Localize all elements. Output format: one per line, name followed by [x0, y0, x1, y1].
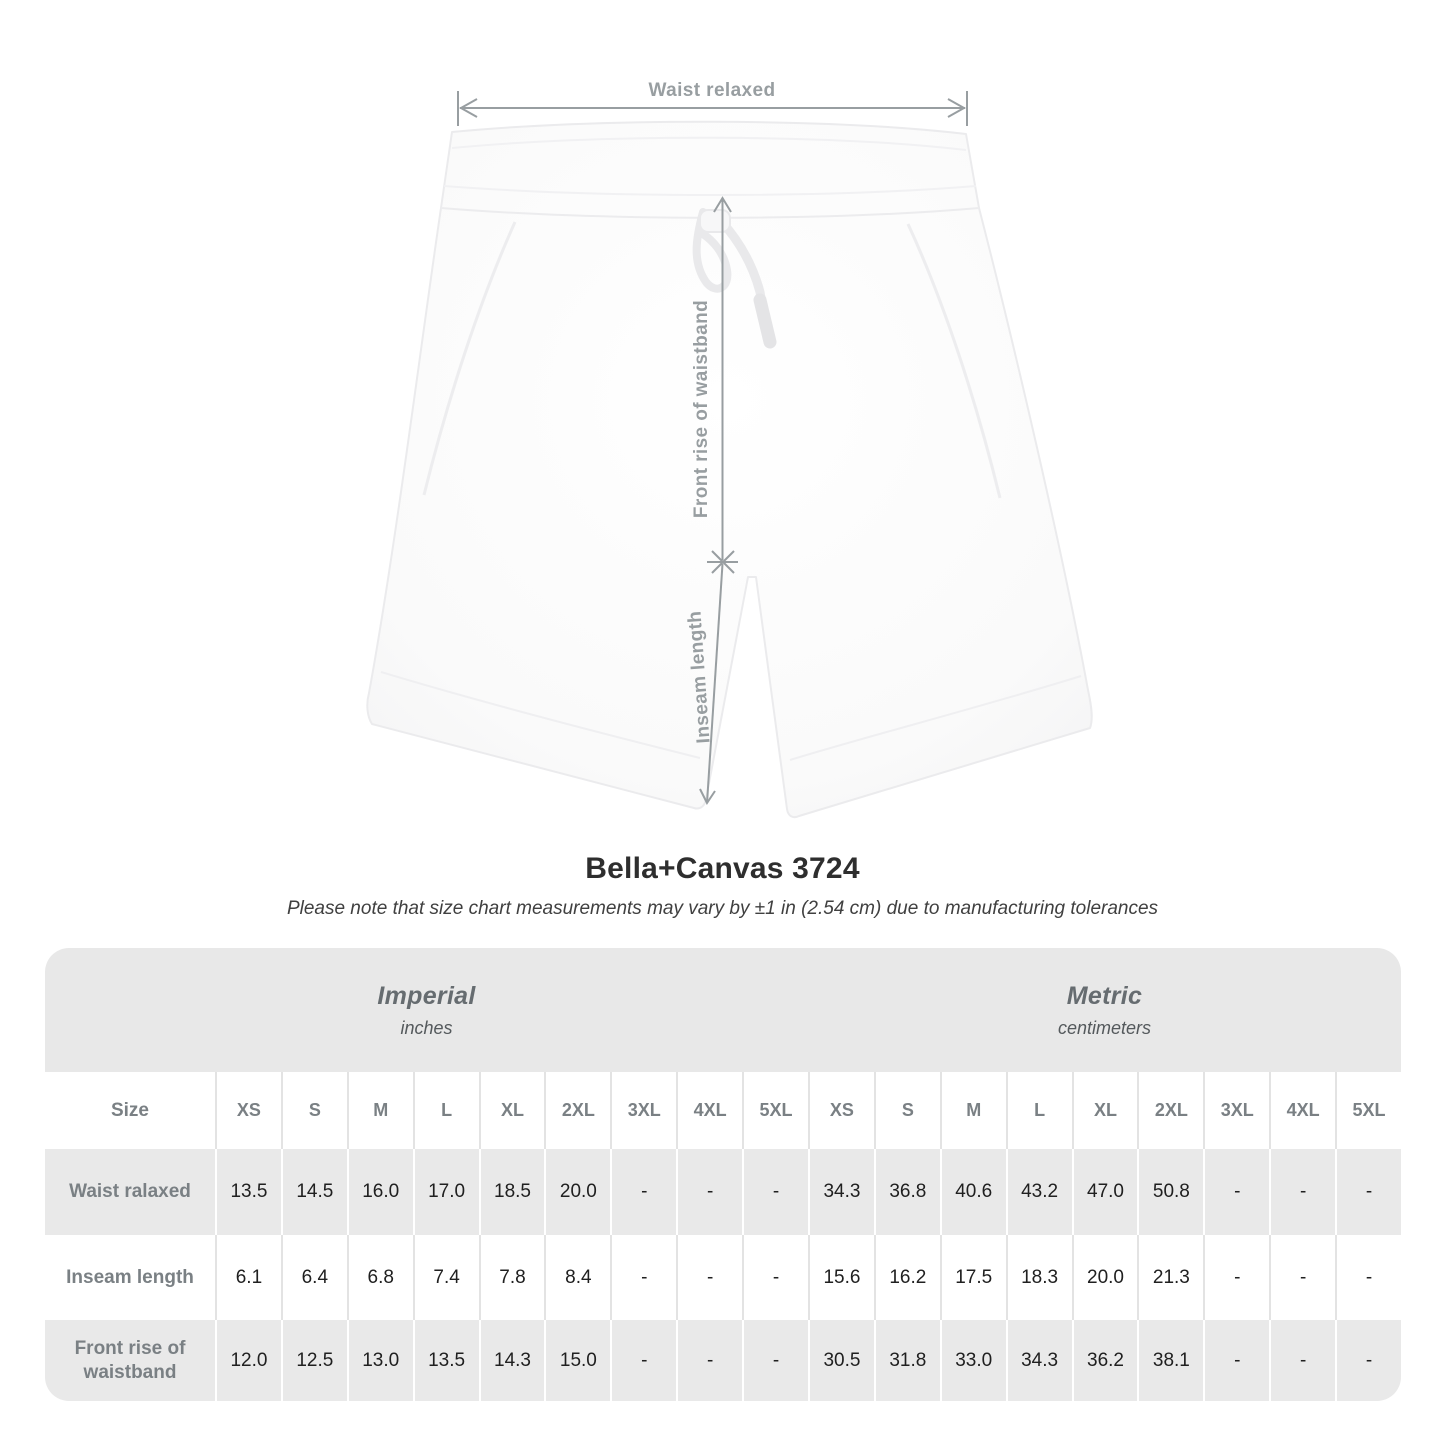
- metric-value-cell: -: [1335, 1149, 1401, 1235]
- metric-value-cell: -: [1335, 1320, 1401, 1401]
- imperial-value-cell: -: [742, 1149, 808, 1235]
- size-header-imperial: S: [281, 1072, 347, 1149]
- metric-value-cell: 34.3: [808, 1149, 874, 1235]
- imperial-title: Imperial: [377, 981, 476, 1010]
- imperial-value-cell: -: [610, 1149, 676, 1235]
- row-label: Inseam length: [66, 1266, 194, 1288]
- imperial-value-cell: 17.0: [413, 1149, 479, 1235]
- imperial-value-cell: 6.1: [215, 1235, 281, 1320]
- imperial-value-cell: 16.0: [347, 1149, 413, 1235]
- metric-value-cell: 20.0: [1072, 1235, 1138, 1320]
- metric-value-cell: -: [1203, 1320, 1269, 1401]
- metric-value-cell: -: [1269, 1149, 1335, 1235]
- metric-value-cell: 40.6: [940, 1149, 1006, 1235]
- metric-subtitle: centimeters: [1057, 1017, 1152, 1038]
- unit-header-band: [45, 948, 1401, 1072]
- size-header-imperial: M: [347, 1072, 413, 1149]
- imperial-value-cell: 13.0: [347, 1320, 413, 1401]
- metric-value-cell: 15.6: [808, 1235, 874, 1320]
- metric-value-cell: 43.2: [1006, 1149, 1072, 1235]
- imperial-value-cell: 14.5: [281, 1149, 347, 1235]
- size-header-metric: L: [1006, 1072, 1072, 1149]
- size-header-imperial: XL: [479, 1072, 545, 1149]
- imperial-value-cell: 7.8: [479, 1235, 545, 1320]
- size-header-imperial: 2XL: [544, 1072, 610, 1149]
- imperial-value-cell: 13.5: [413, 1320, 479, 1401]
- page-title: Bella+Canvas 3724: [585, 852, 860, 885]
- metric-value-cell: 47.0: [1072, 1149, 1138, 1235]
- size-header-imperial: 4XL: [676, 1072, 742, 1149]
- size-header-metric: 5XL: [1335, 1072, 1401, 1149]
- imperial-value-cell: 8.4: [544, 1235, 610, 1320]
- metric-value-cell: 18.3: [1006, 1235, 1072, 1320]
- row-label: Waist ralaxed: [69, 1181, 191, 1203]
- imperial-value-cell: 12.0: [215, 1320, 281, 1401]
- waist-relaxed-label: Waist relaxed: [648, 80, 776, 101]
- imperial-value-cell: 12.5: [281, 1320, 347, 1401]
- front-rise-label: Front rise of waistband: [691, 299, 712, 519]
- imperial-value-cell: -: [742, 1235, 808, 1320]
- imperial-value-cell: 6.8: [347, 1235, 413, 1320]
- table-row: [45, 1149, 1401, 1235]
- shorts-body: [367, 122, 1091, 817]
- size-header-metric: XS: [808, 1072, 874, 1149]
- imperial-value-cell: 6.4: [281, 1235, 347, 1320]
- tolerance-note: Please note that size chart measurements may vary by ±1 in (2.54 cm) due to manufacturing tolerances: [286, 898, 1159, 919]
- metric-header: [808, 948, 1401, 1072]
- metric-value-cell: 36.8: [874, 1149, 940, 1235]
- metric-value-cell: 38.1: [1137, 1320, 1203, 1401]
- imperial-subtitle: inches: [400, 1017, 453, 1038]
- imperial-value-cell: 7.4: [413, 1235, 479, 1320]
- imperial-value-cell: -: [742, 1320, 808, 1401]
- row-label: Front rise of waistband: [74, 1337, 186, 1383]
- metric-value-cell: -: [1335, 1235, 1401, 1320]
- metric-title: Metric: [1066, 981, 1143, 1010]
- imperial-value-cell: -: [676, 1235, 742, 1320]
- metric-value-cell: 36.2: [1072, 1320, 1138, 1401]
- metric-value-cell: -: [1269, 1235, 1335, 1320]
- metric-value-cell: 31.8: [874, 1320, 940, 1401]
- imperial-value-cell: 13.5: [215, 1149, 281, 1235]
- size-header-imperial: 5XL: [742, 1072, 808, 1149]
- size-header-metric: 3XL: [1203, 1072, 1269, 1149]
- table-rows: [45, 1149, 1401, 1401]
- table-row: [45, 1235, 1401, 1320]
- size-column-header: Size: [110, 1099, 150, 1121]
- drawstring-knot: [700, 210, 730, 232]
- imperial-value-cell: 18.5: [479, 1149, 545, 1235]
- metric-value-cell: -: [1203, 1235, 1269, 1320]
- table-row: [45, 1320, 1401, 1401]
- imperial-value-cell: -: [676, 1320, 742, 1401]
- metric-value-cell: 50.8: [1137, 1149, 1203, 1235]
- imperial-value-cell: 15.0: [544, 1320, 610, 1401]
- metric-value-cell: 30.5: [808, 1320, 874, 1401]
- size-header-metric: 2XL: [1137, 1072, 1203, 1149]
- metric-value-cell: -: [1269, 1320, 1335, 1401]
- imperial-value-cell: -: [610, 1235, 676, 1320]
- metric-value-cell: 16.2: [874, 1235, 940, 1320]
- size-header-imperial: 3XL: [610, 1072, 676, 1149]
- size-header-metric: S: [874, 1072, 940, 1149]
- metric-value-cell: 34.3: [1006, 1320, 1072, 1401]
- metric-value-cell: -: [1203, 1149, 1269, 1235]
- size-header-imperial: XS: [215, 1072, 281, 1149]
- inseam-length-label: Inseam length: [684, 609, 715, 745]
- size-header-metric: 4XL: [1269, 1072, 1335, 1149]
- size-header-imperial: L: [413, 1072, 479, 1149]
- imperial-value-cell: 14.3: [479, 1320, 545, 1401]
- metric-value-cell: 17.5: [940, 1235, 1006, 1320]
- imperial-value-cell: 20.0: [544, 1149, 610, 1235]
- size-header-metric: XL: [1072, 1072, 1138, 1149]
- metric-value-cell: 33.0: [940, 1320, 1006, 1401]
- imperial-header: [45, 948, 808, 1072]
- imperial-value-cell: -: [610, 1320, 676, 1401]
- size-chart-table: [45, 948, 1401, 1401]
- size-header-row: [45, 1072, 1401, 1149]
- imperial-value-cell: -: [676, 1149, 742, 1235]
- size-header-metric: M: [940, 1072, 1006, 1149]
- metric-value-cell: 21.3: [1137, 1235, 1203, 1320]
